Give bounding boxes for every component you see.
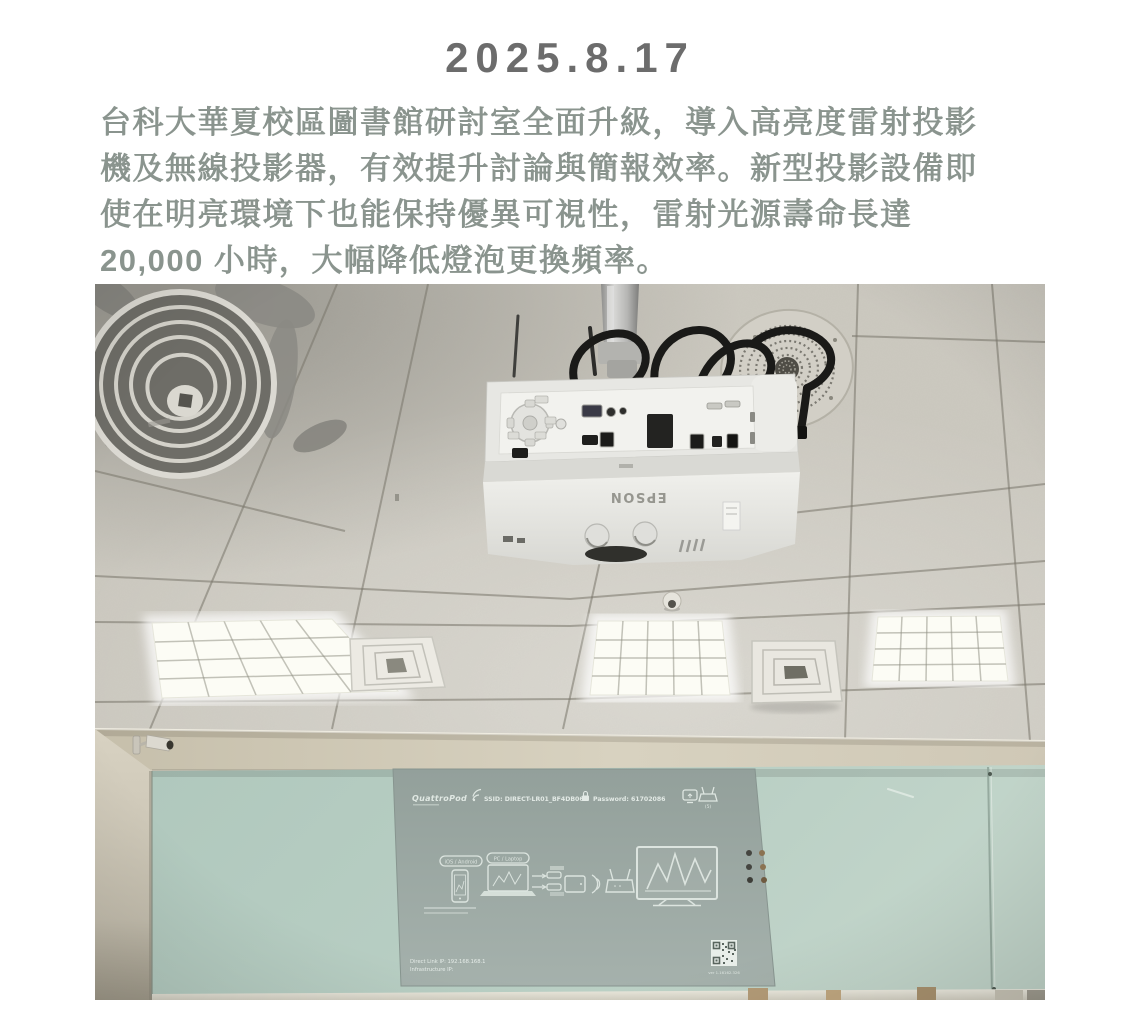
article-paragraph — [100, 100, 1044, 284]
article-paragraph-line: 使在明亮環境下也能保持優異可視性，雷射光源壽命長達 — [100, 197, 913, 232]
photo-canvas — [95, 284, 1045, 1000]
article-date: 2025.8.17 — [445, 34, 695, 81]
seminar-room-photo — [95, 284, 1045, 1000]
photo-vignette — [95, 284, 1045, 1000]
article-paragraph-line: 台科大華夏校區圖書館研討室全面升級，導入高亮度雷射投影 — [100, 105, 978, 140]
article-paragraph-line: 20,000 小時，大幅降低燈泡更換頻率。 — [100, 243, 669, 278]
article-paragraph-line: 機及無線投影器，有效提升討論與簡報效率。新型投影設備即 — [100, 151, 978, 186]
